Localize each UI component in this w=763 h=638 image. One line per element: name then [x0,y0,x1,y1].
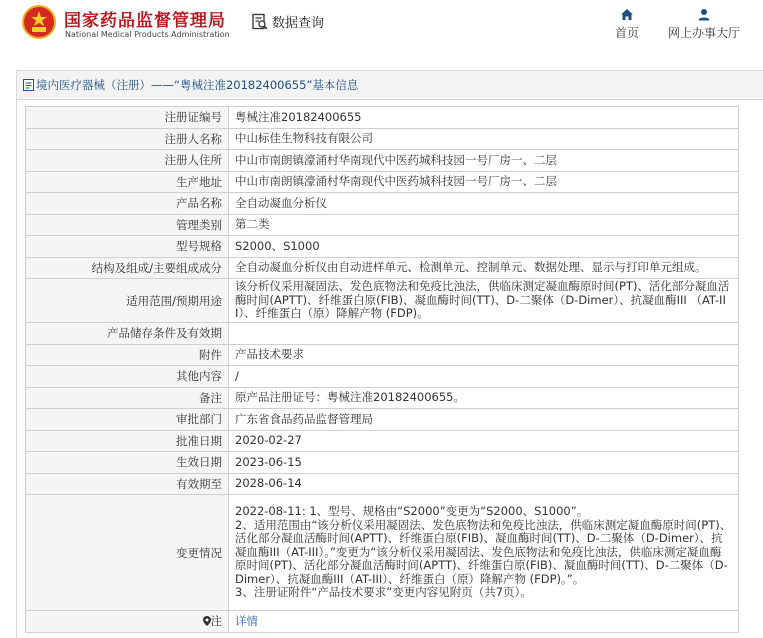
row-value: 2023-06-15 [229,452,739,474]
table-row [26,344,739,366]
row-value: 中山标佳生物科技有限公司 [229,128,739,150]
row-label: 生产地址 [26,171,229,193]
user-icon [697,8,711,21]
row-label: 型号规格 [26,236,229,258]
row-value: 该分析仪采用凝固法、发色底物法和免疫比浊法，供临床测定凝血酶原时间(PT)、活化部分凝血活酶时间(APTT)、纤维蛋白原(FIB)、凝血酶时间(TT)、D-二聚体（D-Dimer）、抗凝血酶III （AT-III）、纤维蛋白（原）降解产物 (FDP)。 [229,279,739,323]
row-label: 适用范围/预期用途 [26,279,229,323]
national-emblem-icon [22,5,56,39]
row-value: 粤械注准20182400655 [229,107,739,129]
row-value: 2020-02-27 [229,430,739,452]
table-row [26,409,739,431]
row-value: 产品技术要求 [229,344,739,366]
row-label: 批准日期 [26,430,229,452]
nav-home[interactable] [612,8,642,41]
nav-online-hall[interactable] [664,8,744,41]
nav-online-hall-label: 网上办事大厅 [667,26,740,40]
row-label: 生效日期 [26,452,229,474]
table-row [26,107,739,129]
row-value: 原产品注册证号：粤械注准20182400655。 [229,387,739,409]
row-value: S2000、S1000 [229,236,739,258]
table-row [26,611,739,633]
row-value: 中山市南朗镇濠涌村华南现代中医药城科技园一号厂房一、二层 [229,150,739,172]
logo-title[interactable]: 国家药品监督管理局 [64,11,226,31]
home-icon [620,8,634,21]
row-value [229,323,739,345]
table-row [26,150,739,172]
table-row [26,193,739,215]
details-link[interactable]: 详情 [235,613,258,628]
row-label: 其他内容 [26,366,229,388]
row-label: 产品名称 [26,193,229,215]
table-row [26,387,739,409]
row-value: 2028-06-14 [229,473,739,495]
detail-table [25,106,739,633]
nav-home-label: 首页 [614,26,639,40]
row-label: 有效期至 [26,473,229,495]
site-header [0,0,763,58]
table-row [26,171,739,193]
search-document-icon [251,13,269,31]
row-label: 注册人名称 [26,128,229,150]
document-list-icon [23,79,34,91]
row-value: 全自动凝血分析仪 [229,193,739,215]
table-row [26,323,739,345]
row-value: 全自动凝血分析仪由自动进样单元、检测单元、控制单元、数据处理、显示与打印单元组成。 [229,257,739,279]
data-query-label: 数据查询 [272,16,325,31]
table-row [26,430,739,452]
panel-title: 境内医疗器械（注册）——“粤械注准20182400655”基本信息 [36,78,359,92]
table-row [26,473,739,495]
row-label: 产品储存条件及有效期 [26,323,229,345]
table-row [26,495,739,611]
note-label-cell [26,611,229,633]
row-value: / [229,366,739,388]
data-query-link[interactable] [251,12,324,31]
row-value: 中山市南朗镇濠涌村华南现代中医药城科技园一号厂房一、二层 [229,171,739,193]
row-label: 审批部门 [26,409,229,431]
table-row [26,214,739,236]
row-label: 附件 [26,344,229,366]
row-label: 注册人住所 [26,150,229,172]
table-row [26,236,739,258]
row-label: 变更情况 [26,495,229,611]
detail-panel [16,70,763,638]
row-label: 备注 [26,387,229,409]
row-label: 注册证编号 [26,107,229,129]
row-value [229,611,739,633]
panel-title-bar [17,71,763,100]
change-history: 2022-08-11: 1、型号、规格由“S2000”变更为“S2000、S1000”。 2、适用范围由“该分析仪采用凝固法、发色底物法和免疫比浊法，供临床测定凝血酶原时间(PT)、活化部分凝血活酶时间(APTT)、纤维蛋白原(FIB)、凝血酶时间(TT)、D-二聚体（D-Dimer）、抗凝血酶III（AT-III）。”变更为“该分析仪采用凝固法、发色底物法和免疫比浊法，供临床测定凝血酶原时间(PT)、活化部分凝血活酶时间(APTT)、纤维蛋白原(FIB)、凝血酶时间(TT)、D-二聚体（D-Dimer）、抗凝血酶III（AT-III）、纤维蛋白（原）降解产物 (FDP)。”。 3、注册证附件“产品技术要求”变更内容见附页（共7页）。 [229,495,739,611]
table-row [26,257,739,279]
table-row [26,128,739,150]
row-value: 广东省食品药品监督管理局 [229,409,739,431]
logo-subtitle: National Medical Products Administration [65,30,230,39]
row-label: 管理类别 [26,214,229,236]
table-row [26,366,739,388]
row-label: 结构及组成/主要组成成分 [26,257,229,279]
row-value: 第二类 [229,214,739,236]
row-label: 注 [210,614,222,629]
table-row [26,452,739,474]
table-row [26,279,739,323]
location-pin-icon [203,616,211,626]
